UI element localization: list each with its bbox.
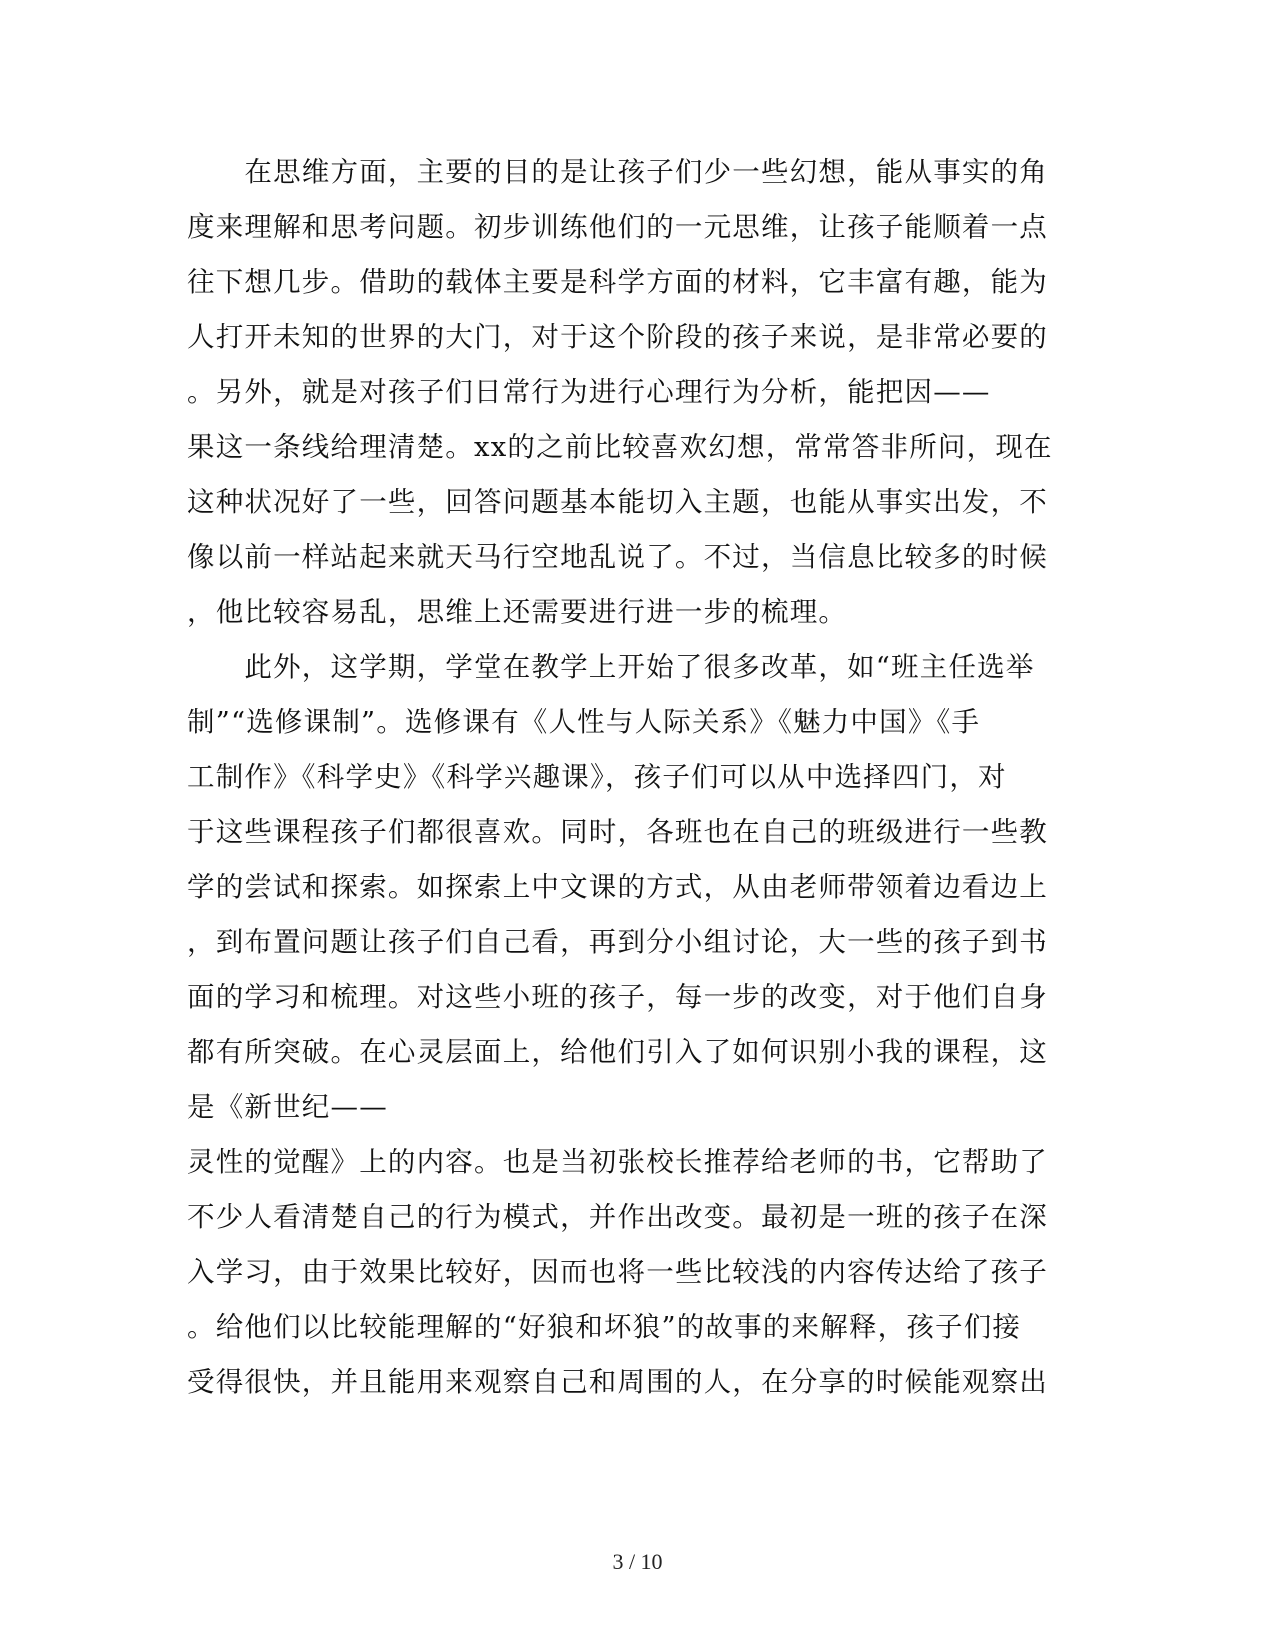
text-line: 制”“选修课制”。选修课有《人性与人际关系》《魅力中国》《手 xyxy=(187,706,981,738)
text-line: 。给他们以比较能理解的“好狼和坏狼”的故事的来解释，孩子们接 xyxy=(187,1311,1022,1343)
text-line: ，他比较容易乱，思维上还需要进行进一步的梳理。 xyxy=(187,596,848,628)
text-line: 是《新世纪—— xyxy=(187,1091,388,1123)
text-line: 这种状况好了一些，回答问题基本能切入主题，也能从事实出发，不 xyxy=(187,486,1048,518)
text-line: 不少人看清楚自己的行为模式，并作出改变。最初是一班的孩子在深 xyxy=(187,1201,1048,1233)
text-line: 往下想几步。借助的载体主要是科学方面的材料，它丰富有趣，能为 xyxy=(187,266,1048,298)
text-line: 像以前一样站起来就天马行空地乱说了。不过，当信息比较多的时候 xyxy=(187,541,1048,573)
text-line: 此外，这学期，学堂在教学上开始了很多改革，如“班主任选举 xyxy=(187,651,1035,683)
text-line: 于这些课程孩子们都很喜欢。同时，各班也在自己的班级进行一些教 xyxy=(187,816,1048,848)
text-line: 学的尝试和探索。如探索上中文课的方式，从由老师带领着边看边上 xyxy=(187,871,1048,903)
text-line: 在思维方面，主要的目的是让孩子们少一些幻想，能从事实的角 xyxy=(187,156,1048,188)
text-line: 入学习，由于效果比较好，因而也将一些比较浅的内容传达给了孩子 xyxy=(187,1256,1048,1288)
page-number: 3 / 10 xyxy=(612,1549,663,1574)
text-line: 灵性的觉醒》上的内容。也是当初张校长推荐给老师的书，它帮助了 xyxy=(187,1146,1048,1178)
text-line: 工制作》《科学史》《科学兴趣课》，孩子们可以从中选择四门，对 xyxy=(187,761,1007,793)
text-line: 受得很快，并且能用来观察自己和周围的人，在分享的时候能观察出 xyxy=(187,1366,1048,1398)
text-line: 果这一条线给理清楚。xx的之前比较喜欢幻想，常常答非所问，现在 xyxy=(187,431,1053,463)
text-line: 都有所突破。在心灵层面上，给他们引入了如何识别小我的课程，这 xyxy=(187,1036,1048,1068)
text-line: 人打开未知的世界的大门，对于这个阶段的孩子来说，是非常必要的 xyxy=(187,321,1048,353)
text-line: 。另外，就是对孩子们日常行为进行心理行为分析，能把因—— xyxy=(187,376,991,408)
text-line: 面的学习和梳理。对这些小班的孩子，每一步的改变，对于他们自身 xyxy=(187,981,1048,1013)
text-line: ，到布置问题让孩子们自己看，再到分小组讨论，大一些的孩子到书 xyxy=(187,926,1048,958)
text-line: 度来理解和思考问题。初步训练他们的一元思维，让孩子能顺着一点 xyxy=(187,211,1048,243)
